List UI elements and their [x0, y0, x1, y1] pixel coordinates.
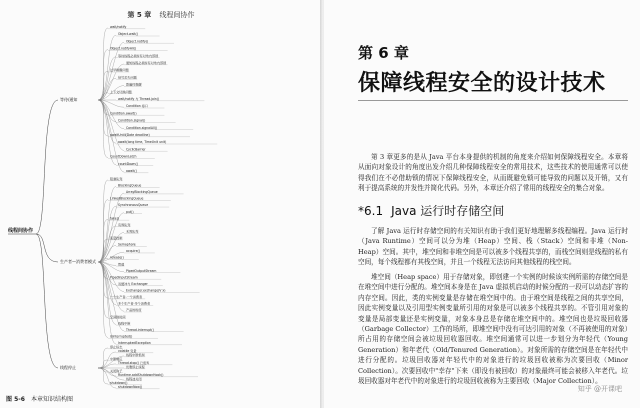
mindmap-item: 多个生产者-多个消费者 — [118, 301, 151, 306]
mindmap-item-connector — [98, 100, 108, 158]
mindmap-item: 线程池关闭 — [126, 377, 142, 381]
mindmap-item: 优雅停止线程 — [126, 365, 145, 369]
chapter-intro-paragraph: 第 3 章更多的是从 Java 平台本身提供的机制的角度来介绍如何保障线程安全。本章将从面向对象设计的角度出发介绍几种保障线程安全的常用技术，这些技术的使用通常可以使得我们在不必借助锁的情况下保障线程安全，从而既避免锁可能导致的问题以及开销，又有利于提高系统的并发性并简化代码。另外，本章还介绍了常用的线程安全的集合对象。 — [358, 153, 628, 193]
section-title: Java 运行时存储空间 — [391, 204, 505, 218]
mindmap-item: 等待线程必须持有对象内部锁 — [118, 53, 159, 58]
mindmap-item: Thread.stop() 已废弃 — [118, 361, 150, 365]
mindmap-item: CyclicBarrier — [126, 147, 146, 152]
figure-number: 图 5-6 — [6, 396, 25, 403]
mindmap-item: Condition.await() — [110, 111, 137, 116]
mindmap-item: Semaphore — [118, 242, 136, 247]
mindmap-item-connector — [98, 360, 108, 368]
watermark: 知乎 @开课吧 — [577, 385, 622, 393]
mindmap-item: wait/notify — [110, 25, 127, 29]
mindmap-item: SynchronousQueue — [118, 203, 149, 208]
mindmap-item: 欺骗性唤醒 — [126, 82, 142, 87]
mindmap-item: CountDownLatch — [110, 154, 137, 159]
running-head-chapter: 第 5 章 — [127, 11, 152, 19]
mindmap-item: 产品的粒度 — [126, 308, 142, 313]
mindmap-item: 有界队列 — [118, 222, 131, 227]
mindmap-item: volatile 变量 — [118, 349, 137, 353]
mindmap-item: isInterrupted() — [110, 334, 133, 339]
section-heading — [358, 202, 504, 219]
mindmap-item-connector — [98, 348, 108, 368]
mindmap-item: 停止标志 — [110, 345, 123, 349]
mindmap-branch-label: 线程停止 — [60, 365, 76, 370]
mindmap-item: PipedOutputStream — [126, 268, 157, 273]
mindmap-item: 一个生产者-一个消费者 — [110, 295, 143, 300]
mindmap-item: BlockingQueue — [118, 183, 142, 188]
body-paragraph-1: 了解 Java 运行时存储空间的有关知识有助于我们更好地理解多线程编程。Java 运行时（Java Runtime）空间可以分为堆（Heap）空间、栈（Stack）空间和非堆（Non-Heap）空间。其中，堆空间和非堆空间是可以被多个线程共享的，而栈空间则是线程的私有空间，每个线程都有其栈空间，并且一个线程无法访问其他线程的栈空间。 — [358, 227, 628, 267]
mindmap-item: awaitUntil(Date deadline) — [110, 133, 150, 137]
mindmap-item: Runtime.addShutdownHook() — [118, 373, 164, 377]
mindmap-item: Object.notifyAll() — [110, 46, 137, 51]
mindmap-item-connector — [98, 262, 116, 285]
mindmap-item: acquire() — [126, 249, 140, 254]
knowledge-mindmap — [0, 22, 322, 390]
mindmap-item: 信号丢失问题 — [118, 75, 137, 80]
mindmap-item: await() — [126, 169, 137, 173]
mindmap-branch-connector — [36, 100, 58, 234]
mindmap-item: 通知线程必须持有对象内部锁 — [126, 61, 167, 65]
mindmap-item: InterruptedException — [118, 341, 151, 345]
body-paragraph-2: 堆空间（Heap space）用于存储对象，即创建一个实例的时候该实例所需的存储空间是在堆空间中进行分配的。堆空间本身是在 Java 虚拟机启动的时候分配的一段可以动态扩容的内存空间。因此，类的实例变量是存储在堆空间中的。由于堆空间是线程之间的共享空间，因此实例变量以及引用型实例变量所引用的对象是可以被多个线程共享的。不管引用对象的变量是局部变量还是实例变量，对象本身总是存储在堆空间中的。堆空间也是垃圾回收器（Garbage Collector）工作的场所，即堆空间中没有可达引用的对象（不再被使用的对象）所占用的存储空间会被垃圾回收器回收。堆空间通常可以进一步划分为年轻代（Young Generation）和年老代（Old/Tenured Generation）。对象所需的存储空间是在年轻代中进行分配的。垃圾回收器对年轻代中的对象进行的垃圾回收被称为次要回收（Minor Collection）。次要回收中"幸存"下来（即没有被回收）的对象最终可能会被移入年老代。垃圾回收器对年老代中的对象进行的垃圾回收被称为主要回收（Major Collection）。 — [358, 273, 628, 386]
mindmap-item: Object.wait() — [118, 32, 138, 37]
mindmap-item: 过早唤醒问题 — [110, 68, 129, 73]
mindmap-item: Condition 接口 — [126, 104, 148, 109]
mindmap-item: PipedInputStream — [110, 275, 138, 280]
mindmap-item: 空间换时间 — [110, 314, 126, 319]
mindmap-item: Thread.interrupt() — [126, 327, 154, 332]
mindmap-item: shutdown() — [110, 381, 128, 385]
right-page — [324, 0, 640, 408]
mindmap-item: put() — [126, 209, 134, 214]
mindmap-item: countDown() — [118, 161, 138, 166]
mindmap-item: 线程中断机制 — [126, 353, 145, 357]
chapter-label: 第 6 章 — [358, 44, 409, 62]
mindmap-item: 管道 — [118, 262, 125, 267]
mindmap-root: 线程间协作 — [8, 228, 34, 234]
chapter-title: 保障线程安全的设计技术 — [358, 71, 606, 96]
mindmap-item: Condition.signal() — [118, 118, 146, 123]
mindmap-branch-label: 等待/通知 — [60, 97, 78, 102]
running-head — [0, 10, 322, 20]
mindmap-item-connector — [98, 262, 108, 337]
mindmap-item: await(long time, TimeUnit unit) — [118, 140, 167, 145]
mindmap-item: Condition.signalAll() — [126, 125, 158, 130]
mindmap-item: 流量控制 — [110, 236, 123, 241]
mindmap-item: take() — [110, 216, 120, 221]
mindmap-item: Object.notify() — [126, 39, 149, 44]
mindmap-item: Exchanger.exchange(V x) — [126, 288, 166, 293]
section-number: *6.1 — [358, 204, 384, 218]
chapter-divider — [358, 100, 628, 101]
mindmap-item: LinkedBlockingQueue — [110, 196, 144, 201]
mindmap-item: 线程中断 — [118, 321, 131, 326]
mindmap-item: release() — [110, 255, 124, 260]
mindmap-item: wait/notify 与 Thread.join() — [118, 97, 160, 101]
mindmap-item: 上下文切换问题 — [110, 89, 132, 94]
mindmap-item: ArrayBlockingQueue — [126, 190, 158, 195]
running-head-title: 线程间协作 — [159, 11, 195, 19]
mindmap-item: 关闭钩子 — [110, 369, 123, 373]
mindmap-item: 中断响应 — [110, 357, 123, 361]
figure-caption-text: 本章知识结构图 — [30, 396, 73, 403]
mindmap-item: 无界队列 — [126, 229, 139, 234]
mindmap-item-connector — [98, 206, 116, 262]
mindmap-item: shutdownNow() — [118, 385, 143, 389]
figure-caption — [6, 394, 73, 403]
mindmap-item: 双缓冲与 Exchanger — [118, 281, 148, 286]
mindmap-item: 阻塞队列 — [110, 177, 123, 181]
mindmap-branch-label: 生产者—消费者模式 — [60, 259, 96, 264]
